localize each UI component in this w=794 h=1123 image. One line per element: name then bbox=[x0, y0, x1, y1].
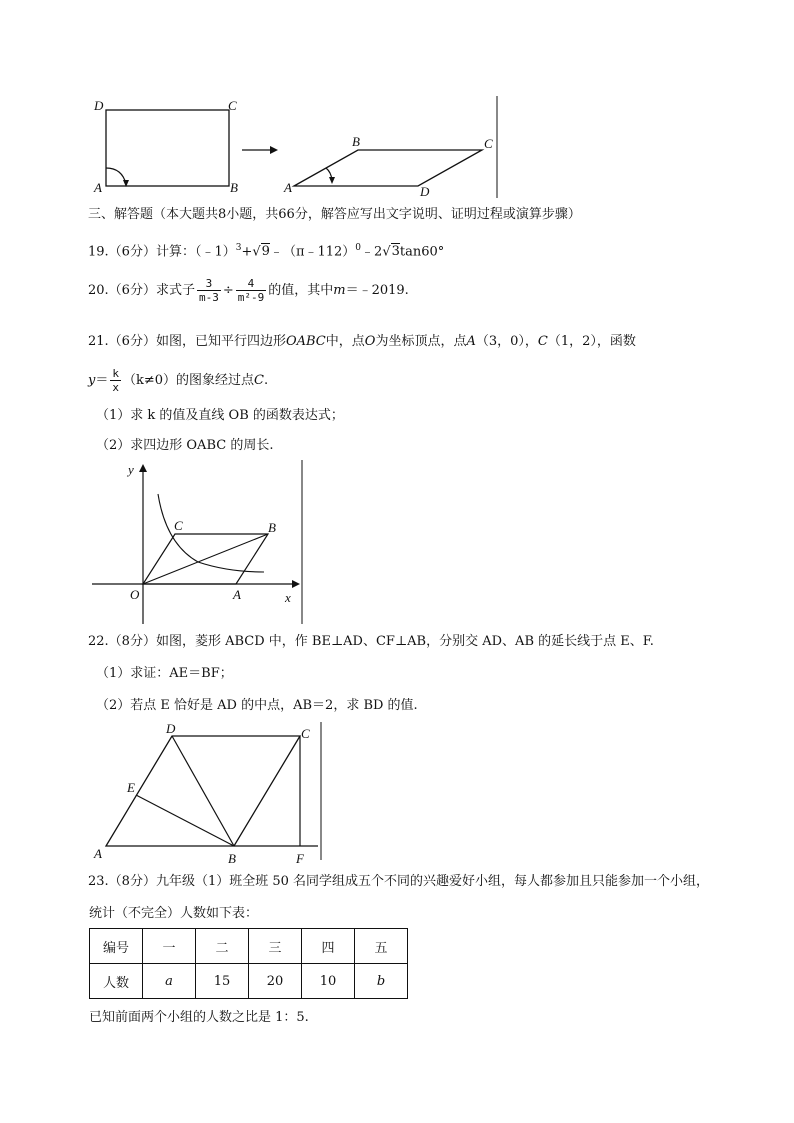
q19-prefix: 19.（6分）计算：（﹣1） bbox=[88, 244, 236, 260]
table-row bbox=[90, 964, 408, 999]
arrow-head-para bbox=[329, 177, 335, 184]
para-label-b: B bbox=[352, 134, 360, 149]
q21-y: y bbox=[88, 373, 96, 388]
q21-eq: ＝ bbox=[95, 373, 109, 388]
q20-fraction-1 bbox=[197, 277, 221, 304]
q20-prefix: 20.（6分）求式子 bbox=[88, 283, 195, 298]
q22-part2: （2）若点 E 恰好是 AD 的中点，AB＝2，求 BD 的值. bbox=[96, 698, 418, 713]
q22-stem: 22.（8分）如图，菱形 ABCD 中，作 BE⊥AD、CF⊥AB，分别交 AD、AB 的延长线于点 E、F. bbox=[88, 634, 654, 649]
section3-header: 三、解答题（本大题共8小题，共66分，解答应写出文字说明、证明过程或演算步骤） bbox=[88, 207, 581, 222]
q19-tail: tan60° bbox=[399, 244, 445, 260]
table-cell: 人数 bbox=[90, 964, 143, 999]
q21-k-den: x bbox=[112, 381, 119, 394]
q21-diagonal-ob bbox=[143, 534, 268, 584]
rectangle-abcd bbox=[106, 110, 229, 186]
angle-arrow-rect bbox=[106, 168, 126, 184]
q21-figure bbox=[88, 458, 308, 628]
table-cell: 一 bbox=[143, 929, 196, 964]
q22-label-b: B bbox=[228, 851, 236, 866]
table-cell: 编号 bbox=[90, 929, 143, 964]
q19-sqrt3: 3 bbox=[391, 244, 400, 260]
q21-label-a: A bbox=[233, 587, 241, 602]
para-label-a: A bbox=[284, 180, 292, 195]
q23-stem: 23.（8分）九年级（1）班全班 50 名同学组成五个不同的兴趣爱好小组，每人都参加且只能参加一个小组， bbox=[88, 874, 710, 889]
q21-a-coord: （3，0）， bbox=[475, 334, 538, 349]
figure-rect-to-parallelogram bbox=[84, 92, 504, 202]
q20-frac1-den: m-3 bbox=[198, 291, 219, 304]
table-cell: 三 bbox=[249, 929, 302, 964]
table-cell: 二 bbox=[196, 929, 249, 964]
q19-sqrt9: 9 bbox=[261, 244, 270, 260]
q21-a: A bbox=[466, 334, 476, 349]
q20 bbox=[88, 276, 409, 306]
q23-note: 已知前面两个小组的人数之比是 1：5. bbox=[89, 1010, 309, 1025]
q21-period: . bbox=[264, 373, 269, 388]
q23-line2: 统计（不完全）人数如下表： bbox=[89, 906, 259, 921]
q21-label-x: x bbox=[285, 590, 291, 605]
q21-function bbox=[88, 366, 268, 396]
rect-label-a: A bbox=[94, 180, 102, 195]
q22-label-a: A bbox=[94, 846, 102, 861]
q21-text2: 中，点 bbox=[325, 334, 365, 349]
q20-fraction-2 bbox=[236, 277, 267, 304]
q22-label-d: D bbox=[166, 721, 176, 736]
q19-exp1: 3 bbox=[235, 243, 242, 253]
table-cell: 20 bbox=[249, 964, 302, 999]
table-cell: 10 bbox=[302, 964, 355, 999]
q21-text3: 为坐标顶点，点 bbox=[375, 334, 467, 349]
q21-k-fraction bbox=[110, 367, 121, 394]
q21-c-coord: （1，2），函数 bbox=[547, 334, 636, 349]
q21-oabc: OABC bbox=[285, 334, 326, 349]
para-label-d: D bbox=[420, 184, 430, 199]
q21-label-y: y bbox=[128, 462, 134, 477]
q21-hyperbola bbox=[158, 494, 264, 572]
para-label-c: C bbox=[484, 136, 493, 151]
q23-table bbox=[89, 928, 408, 999]
q22-figure bbox=[88, 720, 328, 866]
q22-label-c: C bbox=[301, 726, 310, 741]
q19-mid: ﹣（π﹣112） bbox=[269, 244, 356, 260]
q20-var-m: m bbox=[333, 283, 346, 298]
q21-text1: 21.（6分）如图，已知平行四边形 bbox=[88, 334, 286, 349]
q19-exp2: 0 bbox=[355, 243, 362, 253]
q19-plus: + bbox=[241, 244, 253, 260]
q21-stem bbox=[88, 333, 636, 351]
q22-part1: （1）求证：AE＝BF； bbox=[96, 666, 233, 681]
q21-c2: C bbox=[254, 373, 264, 388]
q20-frac1-num: 3 bbox=[197, 277, 221, 291]
q20-frac2-den: m²-9 bbox=[237, 291, 265, 304]
table-row bbox=[90, 929, 408, 964]
q20-tail2: ＝﹣2019. bbox=[345, 283, 409, 298]
table-cell: 15 bbox=[196, 964, 249, 999]
q21-label-b: B bbox=[268, 520, 276, 535]
q21-y-arrow bbox=[139, 464, 147, 472]
rect-label-d: D bbox=[94, 98, 104, 113]
q21-o: O bbox=[364, 334, 376, 349]
q21-k-num: k bbox=[112, 367, 119, 380]
q21-part1: （1）求 k 的值及直线 OB 的函数表达式； bbox=[96, 408, 344, 423]
rect-label-c: C bbox=[228, 98, 237, 113]
q21-part2: （2）求四边形 OABC 的周长. bbox=[96, 438, 274, 453]
q21-x-arrow bbox=[292, 580, 300, 588]
table-cell: 四 bbox=[302, 929, 355, 964]
q20-frac2-num: 4 bbox=[236, 277, 267, 291]
q19-minus2: ﹣2 bbox=[361, 244, 383, 260]
transform-arrow-head bbox=[270, 146, 278, 154]
q21-label-c: C bbox=[174, 518, 183, 533]
table-cell: a bbox=[143, 964, 196, 999]
rect-label-b: B bbox=[230, 180, 238, 195]
q21-cond: （k≠0）的图象经过点 bbox=[123, 373, 255, 388]
q20-tail1: 的值，其中 bbox=[268, 283, 334, 298]
q21-label-o: O bbox=[130, 587, 140, 602]
q20-div: ÷ bbox=[222, 283, 234, 298]
table-cell: 五 bbox=[355, 929, 408, 964]
parallelogram-abcd bbox=[294, 150, 482, 186]
table-cell: b bbox=[355, 964, 408, 999]
q19: 19.（6分）计算：（﹣1）$^3$+√9﹣（π﹣112）$^0$﹣2√3tan60° bbox=[88, 243, 445, 260]
q21-c: C bbox=[537, 334, 548, 349]
q22-label-f: F bbox=[296, 851, 304, 866]
q22-label-e: E bbox=[127, 780, 135, 795]
